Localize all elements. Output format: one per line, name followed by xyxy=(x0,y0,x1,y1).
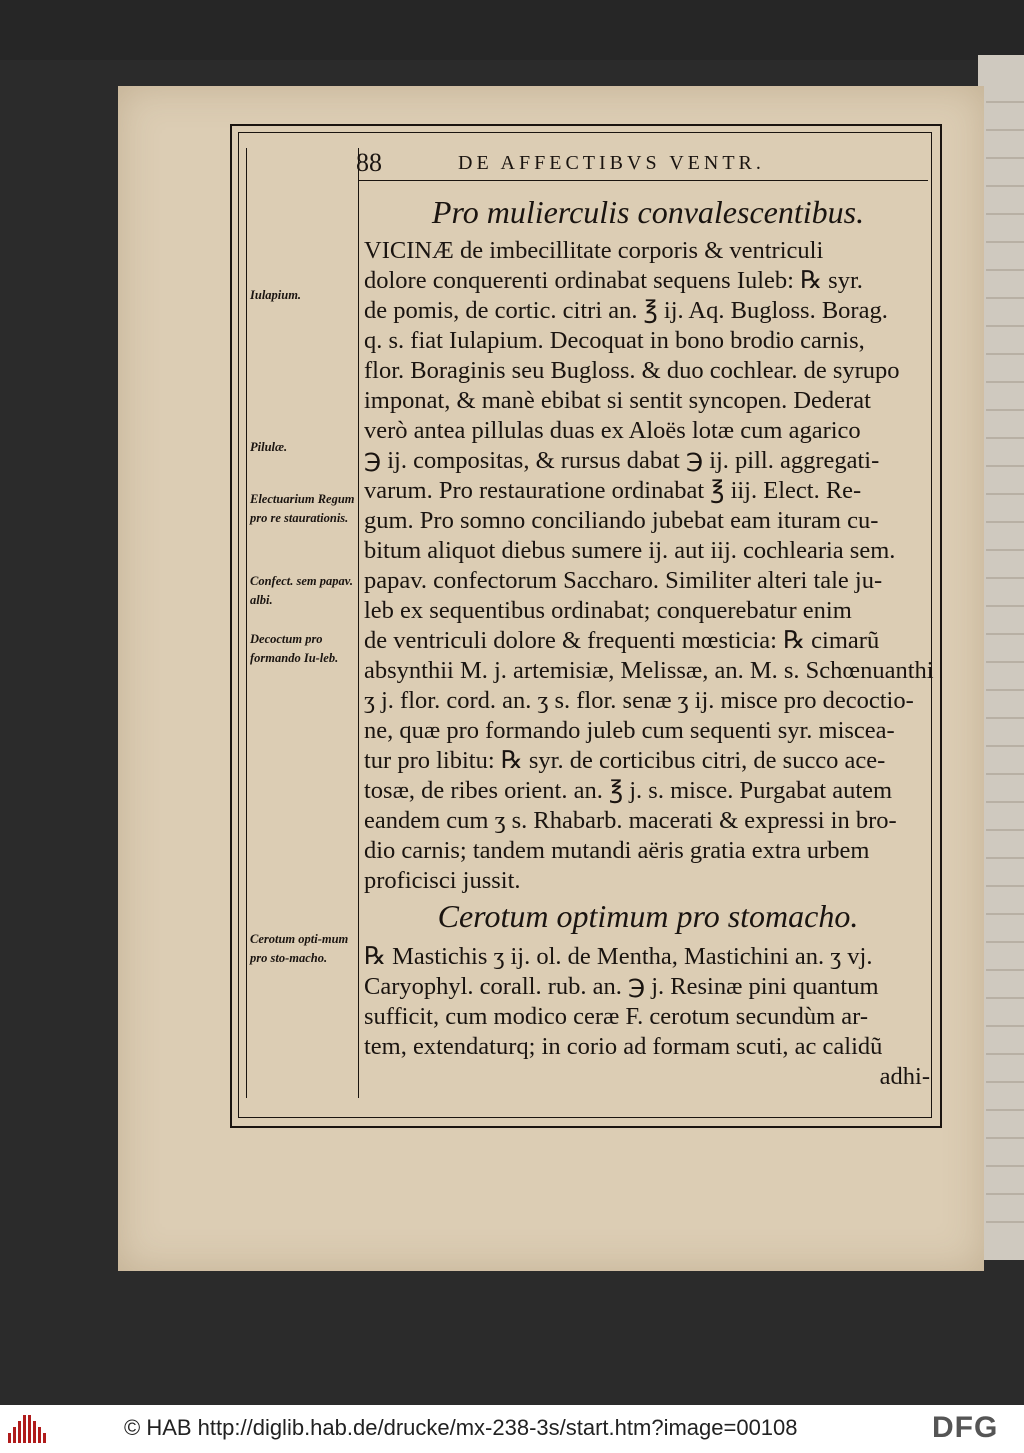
text-line: verò antea pillulas duas ex Aloës lotæ cum agarico xyxy=(364,417,861,444)
text-line: varum. Pro restauratione ordinabat ℥ iij. Elect. Re- xyxy=(364,477,862,504)
margin-rule-left xyxy=(246,148,247,1098)
text-line: q. s. fiat Iulapium. Decoquat in bono brodio carnis, xyxy=(364,327,865,354)
margin-note: Decoctum pro formando Iu-leb. xyxy=(250,632,339,665)
catchword: adhi- xyxy=(879,1063,930,1090)
header-rule xyxy=(358,180,928,181)
text-line: papav. confectorum Saccharo. Similiter alteri tale ju- xyxy=(364,567,883,594)
hab-logo-icon[interactable] xyxy=(8,1415,48,1443)
text-line: ℞ Mastichis ʒ ij. ol. de Mentha, Mastichini an. ʒ vj. xyxy=(364,943,873,970)
section-heading-2: Cerotum optimum pro stomacho. xyxy=(437,898,859,934)
text-line: Caryophyl. corall. rub. an. ℈ j. Resinæ pini quantum xyxy=(364,973,879,1000)
section-heading: Pro mulierculis convalescentibus. xyxy=(431,194,865,230)
margin-note: Cerotum opti-mum pro sto-macho. xyxy=(250,932,349,965)
text-line: bitum aliquot diebus sumere ij. aut iij. cochlearia sem. xyxy=(364,537,896,564)
page-number: 88 xyxy=(356,148,382,177)
text-line: VICINÆ de imbecillitate corporis & ventriculi xyxy=(364,237,824,264)
text-line: imponat, & manè ebibat si sentit syncopen. Dederat xyxy=(364,387,871,414)
margin-note: Pilulæ. xyxy=(250,440,288,454)
margin-rule xyxy=(358,148,359,1098)
text-line: eandem cum ʒ s. Rhabarb. macerati & expressi in bro- xyxy=(364,807,897,834)
text-line: tosæ, de ribes orient. an. ℥ j. s. misce. Purgabat autem xyxy=(364,777,893,804)
text-line: leb ex sequentibus ordinabat; conquerebatur enim xyxy=(364,597,852,624)
text-line: ℈ ij. compositas, & rursus dabat ℈ ij. pill. aggregati- xyxy=(364,447,880,474)
footer-bar xyxy=(0,1405,1024,1453)
text-line: de ventriculi dolore & frequenti mœsticia: ℞ cimarũ xyxy=(364,627,880,654)
text-line: dio carnis; tandem mutandi aëris gratia extra urbem xyxy=(364,837,870,864)
text-line: dolore conquerenti ordinabat sequens Iuleb: ℞ syr. xyxy=(364,267,863,294)
text-line: tem, extendaturq; in corio ad formam scuti, ac calidũ xyxy=(364,1033,883,1060)
scan-background xyxy=(0,0,1024,60)
margin-note: Confect. sem papav. albi. xyxy=(250,574,353,607)
margin-note: Iulapium. xyxy=(250,288,302,302)
text-line: flor. Boraginis seu Bugloss. & duo cochlear. de syrupo xyxy=(364,357,900,384)
book-page xyxy=(118,86,984,1271)
running-head: DE AFFECTIBVS VENTR. xyxy=(458,152,765,174)
text-line: de pomis, de cortic. citri an. ℥ ij. Aq. Bugloss. Borag. xyxy=(364,297,888,324)
facing-page-edge xyxy=(978,55,1024,1260)
text-line: absynthii M. j. artemisiæ, Melissæ, an. M. s. Schœnuanthi xyxy=(364,657,934,684)
text-line: ne, quæ pro formando juleb cum sequenti syr. miscea- xyxy=(364,717,895,744)
text-line: sufficit, cum modico ceræ F. cerotum secundùm ar- xyxy=(364,1003,868,1030)
text-line: ʒ j. flor. cord. an. ʒ s. flor. senæ ʒ ij. misce pro decoctio- xyxy=(364,687,914,714)
copyright-link[interactable]: © HAB http://diglib.hab.de/drucke/mx-238-3s/start.htm?image=00108 xyxy=(124,1415,798,1440)
text-line: tur pro libitu: ℞ syr. de corticibus citri, de succo ace- xyxy=(364,747,886,774)
text-line: proficisci jussit. xyxy=(364,867,521,894)
text-line: gum. Pro somno conciliando jubebat eam ituram cu- xyxy=(364,507,879,534)
dfg-logo[interactable]: DFG xyxy=(932,1411,999,1444)
margin-note: Electuarium Regum pro re staurationis. xyxy=(250,492,355,525)
